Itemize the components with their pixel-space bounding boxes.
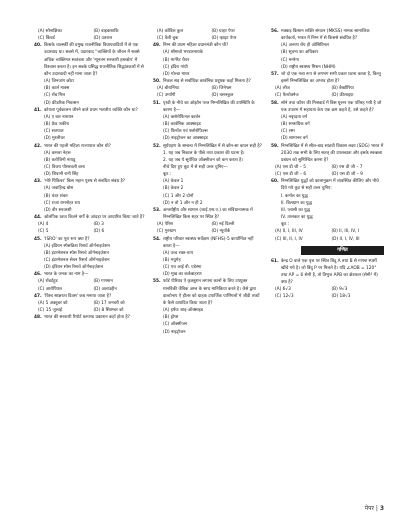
- column-left: [34, 28, 145, 321]
- option-text: (C) इंटरनेशनल सेवन रिसर्च ऑर्गनाइज़ेशन: [44, 258, 110, 263]
- question-number: 53.: [153, 207, 161, 213]
- question: [153, 78, 262, 85]
- question-number: 44.: [34, 215, 42, 221]
- question-number: 49.: [153, 43, 161, 49]
- option-text: (A) रॉबर्टहूड: [38, 279, 58, 285]
- question-text: कोयला पूर्वकालन जीरने वाले प्रथम भारतीय व्यक्ति कौन था?: [44, 107, 138, 113]
- option-text: (B) कार्ल माक्स: [44, 86, 70, 92]
- option-row: [153, 221, 262, 228]
- option-text: (D) गोल्डा मायर: [163, 71, 190, 77]
- option-row: [153, 35, 262, 42]
- question-number: 46.: [34, 272, 42, 278]
- option-row: [34, 286, 145, 293]
- question: [271, 71, 384, 85]
- question: [34, 214, 145, 221]
- option-text: (C) एस डी जी – 6: [275, 172, 307, 178]
- option-text: (B) केवल 2: [163, 186, 184, 192]
- question-text: ओलंपिक ध्वज कितने वर्गों के आंदड़ा पर आधारित किया जाते है?: [44, 215, 145, 221]
- option-text: (B) 3: [93, 222, 104, 228]
- question-number: 55.: [153, 279, 161, 285]
- option-text: (B) एस डी जी – 7: [331, 164, 363, 170]
- statement-line: I. कर्नाल का युद्ध: [281, 193, 308, 199]
- question-number: 54.: [153, 236, 161, 242]
- option-text: (C) गुरुग्राम: [157, 229, 176, 235]
- option-text: (B) मधुमेह: [163, 258, 181, 263]
- option-text: (C) फैन्टोक्नेज: [275, 93, 299, 99]
- option-text: (A) हर्षज जाइ-ऑक्साइड: [163, 308, 204, 314]
- option-text: (D) वीर सरवरशी: [44, 207, 72, 213]
- statement-line: नीचे दिए हुए कूट में से सही उत्तर चुनिए—: [163, 164, 228, 170]
- question: [153, 278, 262, 307]
- option-text: (D) शिवानी रानी सिंह: [44, 172, 79, 178]
- option-text: (D) व्हाइट पेपर: [211, 36, 237, 42]
- option-text: (B) बाइकशाकि: [93, 29, 119, 34]
- option-text: (C) किंवर्ड: [38, 36, 55, 42]
- column-right: [271, 28, 384, 301]
- option-text: (D) उतराल: [93, 36, 113, 42]
- option-text: (C) फिनॉल एवं फ्लोरोफिल्स: [163, 129, 208, 135]
- question-text: 'विश्व साक्षरता दिवस' कब मनाया जाता है?: [44, 293, 112, 299]
- option-text: (B) ग्राहर पेपर: [211, 29, 235, 34]
- option-row: [34, 278, 145, 285]
- question: [34, 293, 145, 300]
- question-text: केन्द्र O वाले एक वृत्त पर स्थित बिंदु A तथा B से गणना स्पर्शी खींचे गये है। जो बिंदु P पर मिलते है। यदि ∠AOB = 120° तथा AP = 6 सेमी है, तो त्रिभुज APB का क्षेत्रफल (सेमी² में) क्या है?: [281, 258, 378, 286]
- option-text: (D) इंडियन स्पेस रिसर्च ऑर्गनाइज़ेशन: [44, 265, 103, 271]
- question-number: 51.: [153, 100, 161, 106]
- option-row: [271, 164, 384, 171]
- option-text: (D) 18√3: [331, 294, 351, 300]
- option-text: (A) लीज: [275, 86, 290, 92]
- question-number: 61.: [271, 258, 279, 264]
- question: [271, 258, 384, 287]
- question-number: 45.: [34, 236, 42, 242]
- question-text: 'ISRO' का पूरा रूप क्या है?: [44, 236, 90, 242]
- option-text: (D) राष्ट्रीय स्वास्थ्य मिशन (NHM): [281, 64, 336, 70]
- option-text: (A) जवाहिन्द्र बोस: [44, 186, 74, 192]
- question-number: 50.: [153, 79, 161, 85]
- option-text: (A) इंडियन स्पेसक्रिश रिसर्च ऑर्गनाइजेशन: [44, 243, 110, 249]
- question-number: 48.: [34, 315, 42, 321]
- question-number: 43.: [34, 179, 42, 185]
- option-text: (C) III, II, I, IV: [275, 236, 303, 242]
- option-text: (C) उर्ग्यागी: [157, 93, 176, 99]
- option-text: (A) उच्च रक्त-चाप: [163, 250, 194, 256]
- option-row: [271, 293, 384, 300]
- option-text: (B) फ्रेड जकीरा: [44, 122, 70, 128]
- question-text: निम्न की प्रथम महिला प्रधानमंत्री कौन थी?: [163, 43, 229, 49]
- option-row: [153, 92, 262, 99]
- question-number: 41.: [34, 107, 42, 113]
- option-text: (A) अरुणा रॉय ही ओसियिनल: [281, 43, 329, 49]
- option-text: (A) श्रीमावो भण्डारनायके: [163, 50, 203, 56]
- option-row: [271, 286, 384, 293]
- option-text: (A) पेरिस: [157, 222, 173, 228]
- option-text: (C) इंदिरा गांधी: [163, 64, 188, 70]
- option-text: (C) 1 और 2 दोनों: [163, 193, 194, 199]
- option-text: (A) जिनजांग छोटा: [44, 79, 74, 85]
- option-text: (A) कॉबिल कुल: [157, 29, 184, 34]
- option-row: [153, 228, 262, 235]
- question: [34, 143, 145, 150]
- question-text: निम्नलिखित युद्धों को कालानुक्रम में व्यवस्थित कीजिए और नीचे दिये गये कूट से सही उत्तर चुनिए:: [281, 179, 379, 192]
- option-text: (D) मुख का कर्कबाहरण: [163, 272, 202, 278]
- option-text: (D) फ्रीलाइफ़: [331, 93, 354, 99]
- option-text: (C) आरोपियल: [38, 286, 62, 292]
- question-number: 52.: [153, 143, 161, 149]
- option-text: (B) करोजिनी नायडू: [44, 157, 76, 163]
- footer-label: पेपर: [364, 505, 374, 512]
- question: [34, 178, 145, 185]
- option-row: [271, 171, 384, 178]
- option-text: (D) फ्रीडरिक नियत्सन: [44, 100, 79, 106]
- option-text: (D) एस डी जी – 9: [331, 172, 363, 178]
- option-text: (D) नाइट्रोजन का आक्साइड: [163, 136, 208, 142]
- question-text: सूर्यग्रहण के सम्बन्ध में निम्नलिखित में से कौन-सा कथन सही है?: [163, 143, 262, 149]
- option-text: (A) ए बार नारायन: [44, 114, 74, 120]
- page-number: 3: [379, 505, 384, 512]
- option-text: (A) सोनाक्षिका: [38, 29, 62, 34]
- section-banner: गणित: [301, 246, 384, 255]
- option-text: (B) 9√3: [331, 287, 348, 293]
- question: [153, 207, 262, 221]
- option-text: (C) सतपाल: [44, 129, 64, 135]
- option-row: [34, 228, 145, 235]
- option-text: (C) 15 जुलाई: [38, 308, 62, 314]
- option-text: (C) वैली बुक: [157, 36, 179, 42]
- option-text: (B) कार्बनिक आक्साइड: [163, 122, 201, 128]
- question: [271, 178, 384, 192]
- option-text: (B) चंदर शंकर: [44, 193, 68, 199]
- option-text: (D) वसनकुल: [211, 93, 234, 99]
- option-text: (A) क्लोरोफिनल कार्बन: [163, 114, 201, 120]
- question: [271, 100, 384, 114]
- option-row: [153, 28, 262, 35]
- option-text: (C) 5: [38, 229, 49, 235]
- option-row: [271, 236, 384, 243]
- question-number: 47.: [34, 293, 42, 299]
- option-text: (A) कमला नेहरू: [44, 150, 71, 156]
- question-number: 42.: [34, 143, 42, 149]
- option-text: (B) 17 जनवरी को: [93, 300, 125, 306]
- question-text: निकल सड़ से सर्वाधिक कार्बनिक प्रदूषक कहाँ मिलता है?: [163, 79, 251, 85]
- option-text: (B) गणमान: [93, 279, 113, 285]
- option-text: (A) 5 अक्टूबर को: [38, 300, 68, 306]
- option-text: (B) जिनेभ्रम: [211, 86, 232, 92]
- statement-line: II. बिलग्राम का युद्ध: [281, 200, 312, 206]
- option-text: (D) अलाउद्दीन: [93, 286, 117, 292]
- option-text: (C) रस्म: [281, 129, 295, 135]
- option-text: (C) 12√3: [275, 294, 294, 300]
- code-label: कूट :: [281, 222, 290, 228]
- question-text: फॉर्ड पीरियड ऐ कृतबुरान लगाना कानों के लिए उपयुक्त मानविकी जैविक अम्ल के साथ मानिकिया करते है। जैसे द्वारा डाल्टोनाप ऐ हीलर को ग्राहक उपार्जिक पाणिंगलों मे जीडी तथ्यों के कैसे उत्पादित किया जाता है?: [163, 279, 260, 306]
- option-text: (D) न तो 1 और न ही 2: [163, 200, 203, 206]
- option-text: (D) II, I, IV, III: [331, 236, 360, 242]
- question-number: 58.: [271, 100, 279, 106]
- option-row: [34, 221, 145, 228]
- option-row: [271, 85, 384, 92]
- option-text: (A) बीरानिंगट: [157, 86, 180, 92]
- option-text: (B) नई दिल्ली: [211, 222, 235, 228]
- question-text: भारत की पहली महिला राज्यपाल कौन थी?: [44, 143, 111, 149]
- footer-separator: |: [375, 505, 378, 512]
- option-row: [34, 307, 145, 314]
- question: [271, 143, 384, 164]
- question-number: 59.: [271, 143, 279, 149]
- question-text: जो दो एक नव्य रूप से लगभग सभी प्रकार घटना करता है, किन्तु इसमें निम्नलिखित का अभाव होता है?: [281, 71, 381, 85]
- question-text: निम्नलिखित में से सील-बाद साठवी विकास लक्ष्य (SDG) भारत में 2030 तक सभी के लिए सतत् की उपलब्धता और इसके स्वच्छता प्रबंधन को सुनिश्चित करना है?: [281, 143, 384, 163]
- question-number: 60.: [271, 179, 279, 185]
- option-text: (B) ड्रोप्स: [163, 315, 179, 321]
- option-text: (D) न्यूयॉर्क: [211, 229, 231, 235]
- option-row: [153, 85, 262, 92]
- option-text: (C) रॉब मिल: [44, 93, 66, 99]
- statement-line: IV. तालकत का युद्ध: [281, 215, 313, 221]
- statement-line: III. प्लासी का युद्ध: [281, 207, 311, 213]
- question-text: भारत की सरकारी रिपोर्ट कमाण्ड प्रकाशन कहाँ होता है?: [44, 315, 130, 321]
- question: [153, 143, 262, 150]
- option-text: (D) नाइट्रोजन: [163, 329, 186, 335]
- question: [34, 271, 145, 278]
- option-text: (B) सन्ताधिक वर्ग: [281, 122, 310, 128]
- option-row: [34, 28, 145, 35]
- option-text: (B) बैक्टीरिया: [331, 86, 354, 92]
- option-text: (A) 4: [38, 222, 49, 228]
- option-text: (A) 6√3: [275, 287, 291, 293]
- option-text: (C) ऑक्सीजन: [163, 322, 188, 328]
- question: [153, 42, 262, 49]
- question-text: मक्कड़ किसान शक्ति संगठन (MKSS) नामक सामाजिक कार्यकर्ता, भारत में निम्न में से किससे संबंधित है?: [281, 29, 370, 42]
- option-text: (C) राजा रामनोहर राय: [44, 200, 80, 206]
- option-text: (B) II, III, IV, I: [331, 229, 360, 235]
- question: [271, 28, 384, 42]
- option-row: [271, 228, 384, 235]
- option-text: (B) सूचना का अधिकार: [281, 50, 319, 56]
- question-number: 40.: [34, 43, 42, 49]
- question-text: राष्ट्रीय परिवार स्वास्थ्य सर्वेक्षण (NFHS)-5 कार्यान्वित नहीं करता है—: [163, 236, 254, 249]
- question: [34, 42, 145, 78]
- statement-line: 1. यह जब निकाल के पीछे तथा प्रकाश की घटना है।: [163, 150, 245, 156]
- code-label: कूट :: [163, 172, 172, 178]
- option-text: (A) एस डी जी – 5: [275, 164, 306, 170]
- question-text: भारत के जनक का नाम है—: [44, 272, 89, 278]
- option-row: [34, 300, 145, 307]
- question-text: 'मोरे पिकिवर' किस महान पुरुष से संबधित संबंध है?: [44, 179, 126, 185]
- question: [153, 236, 262, 250]
- column-middle: [153, 28, 262, 336]
- page-footer: [365, 504, 384, 512]
- option-text: (C) विजय पीसरवली बत्ता: [44, 164, 85, 170]
- statement-line: 2. यह जब ये सूर्यचित्र ऑक्सीजन को कम करता है।: [163, 157, 244, 163]
- option-text: (B) मार्गरेट थैचर: [163, 57, 190, 63]
- option-text: (A) नवृध्दता वर्ग: [281, 114, 308, 120]
- question-number: 56.: [271, 29, 279, 34]
- question-number: 57.: [271, 71, 279, 77]
- question: [34, 107, 145, 114]
- question-text: अन्तर्राष्ट्रीय और सामान (जाई.एस.ए.) का संविधानात्मक में निम्नलिखित किस शहर पर स्थित है?: [163, 207, 253, 221]
- question-text: पृथ्वी के नीचे का ओझोन परत निम्नलिखित की उपस्थिति के कारण है—: [163, 100, 255, 113]
- option-text: (C) मनरेगा: [281, 57, 299, 63]
- option-text: (D) मुरलीधर: [44, 136, 65, 142]
- option-row: [271, 92, 384, 99]
- option-text: (D) 8 सितम्बर को: [93, 308, 124, 314]
- option-row: [34, 35, 145, 42]
- question-text: किसके चार्ल्स्की की प्रमुख राजनीतिक विधायवादियों में से एक उदारवाद था। सबसे में, उदारवाद ''व्यक्तियों के जीवन में सबसे अधिक व्यक्तिगत स्वतंत्रता और 'न्यूनतम सरकारी हस्तक्षेप' में विश्वास करता है। इन सबके प्रसिद्ध राजनीतिक सिद्धांतकारों में से कौन उदारवादी नहीं माना जाता है?: [44, 43, 144, 77]
- question: [153, 100, 262, 114]
- option-text: (D) सामानन वर्ग: [281, 136, 308, 142]
- option-text: (A) II, I, III, IV: [275, 229, 303, 235]
- question: [34, 314, 145, 321]
- option-text: (A) केवल 1: [163, 179, 184, 185]
- option-text: (B) इंटरनेशनल स्पेस रिसर्च ऑर्गनाइज़ेशन: [44, 250, 109, 256]
- question-text: सोने तथा कॉपर की मिश्रवार्ड में बिस यूरनर एक पतिरह गयी है जो एक उपारम में सहायता केय एक क्रम कहते है, उसे कहते है?: [281, 100, 382, 113]
- option-text: (D) 6: [93, 229, 105, 235]
- question: [34, 236, 145, 243]
- option-text: (C) एच आई वी. एडेस्मा: [163, 265, 202, 271]
